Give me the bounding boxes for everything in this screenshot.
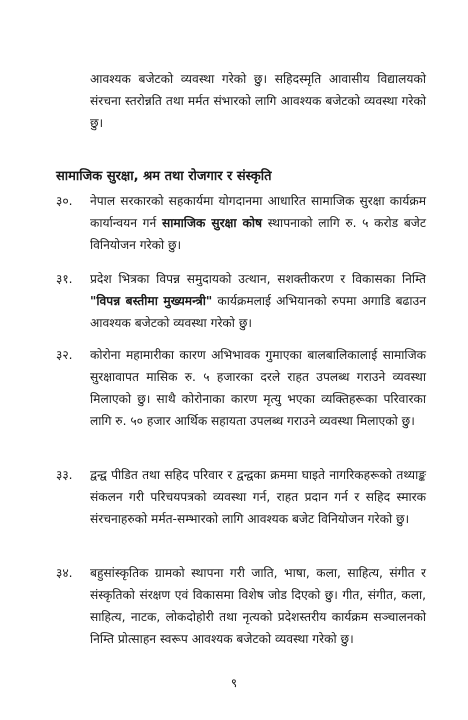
- item-text-before: प्रदेश भित्रका विपन्न समुदायको उत्थान, सशक्तीकरण र विकासका निम्ति: [90, 272, 426, 286]
- page-number: ९: [230, 676, 238, 690]
- list-item-31: [56, 268, 428, 334]
- item-text-after: स्थापनाको लागि रु. ५ करोड बजेट विनियोजन गरेको छु।: [90, 216, 426, 252]
- item-number: ३०.: [56, 194, 73, 208]
- item-text-bold: "विपन्न बस्तीमा मुख्यमन्त्री": [90, 294, 213, 308]
- item-number: ३४.: [56, 566, 73, 580]
- list-item-34: [56, 562, 428, 650]
- list-item-32: [56, 344, 428, 432]
- item-number: ३३.: [56, 468, 73, 482]
- list-item-33: [56, 464, 428, 530]
- item-text: बहुसांस्कृतिक ग्रामको स्थापना गरी जाति, भाषा, कला, साहित्य, संगीत र संस्कृतिको संरक्षण एवं विकासमा विशेष जोड दिएको छु। गीत, संगीत, कला, साहित्य, नाटक, लोकदोहोरी तथा नृत्यको प्रदेशस्तरीय कार्यक्रम सञ्चालनको निम्ति प्रोत्साहन स्वरूप आवश्यक बजेटको व्यवस्था गरेको छु।: [90, 566, 426, 646]
- item-text: कोरोना महामारीका कारण अभिभावक गुमाएका बालबालिकालाई सामाजिक सुरक्षावापत मासिक रु. ५ हजारका दरले राहत उपलब्ध गराउने व्यवस्था मिलाएको छु। साथै कोरोनाका कारण मृत्यु भएका व्यक्तिहरूका परिवारका लागि रु. ५० हजार आर्थिक सहायता उपलब्ध गराउने व्यवस्था मिलाएको छु।: [90, 348, 426, 428]
- item-text-after: कार्यक्रमलाई अभियानको रुपमा अगाडि बढाउन आवश्यक बजेटको व्यवस्था गरेको छु।: [90, 294, 426, 330]
- item-text: द्वन्द्व पीडित तथा सहिद परिवार र द्वन्द्वका क्रममा घाइते नागरिकहरूको तथ्याङ्क संकलन गरी परिचयपत्रको व्यवस्था गर्न, राहत प्रदान गर्न र सहिद स्मारक संरचनाहरुको मर्मत-सम्भारको लागि आवश्यक बजेट विनियोजन गरेको छु।: [90, 468, 426, 526]
- section-heading: सामाजिक सुरक्षा, श्रम तथा रोजगार र संस्कृति: [56, 169, 272, 184]
- list-item-30: [56, 190, 428, 256]
- item-text-bold: सामाजिक सुरक्षा कोष: [161, 216, 263, 230]
- item-number: ३१.: [56, 272, 73, 286]
- intro-paragraph: आवश्यक बजेटको व्यवस्था गरेको छु। सहिदस्मृति आवासीय विद्यालयको संरचना स्तरोन्नति तथा मर्मत संभारको लागि आवश्यक बजेटको व्यवस्था गरेको छु।: [90, 72, 426, 130]
- item-text-before: नेपाल सरकारको सहकार्यमा योगदानमा आधारित सामाजिक सुरक्षा कार्यक्रम कार्यान्वयन गर्न: [90, 194, 426, 230]
- item-number: ३२.: [56, 348, 73, 362]
- item-text: [90, 190, 426, 256]
- item-text: [90, 268, 426, 334]
